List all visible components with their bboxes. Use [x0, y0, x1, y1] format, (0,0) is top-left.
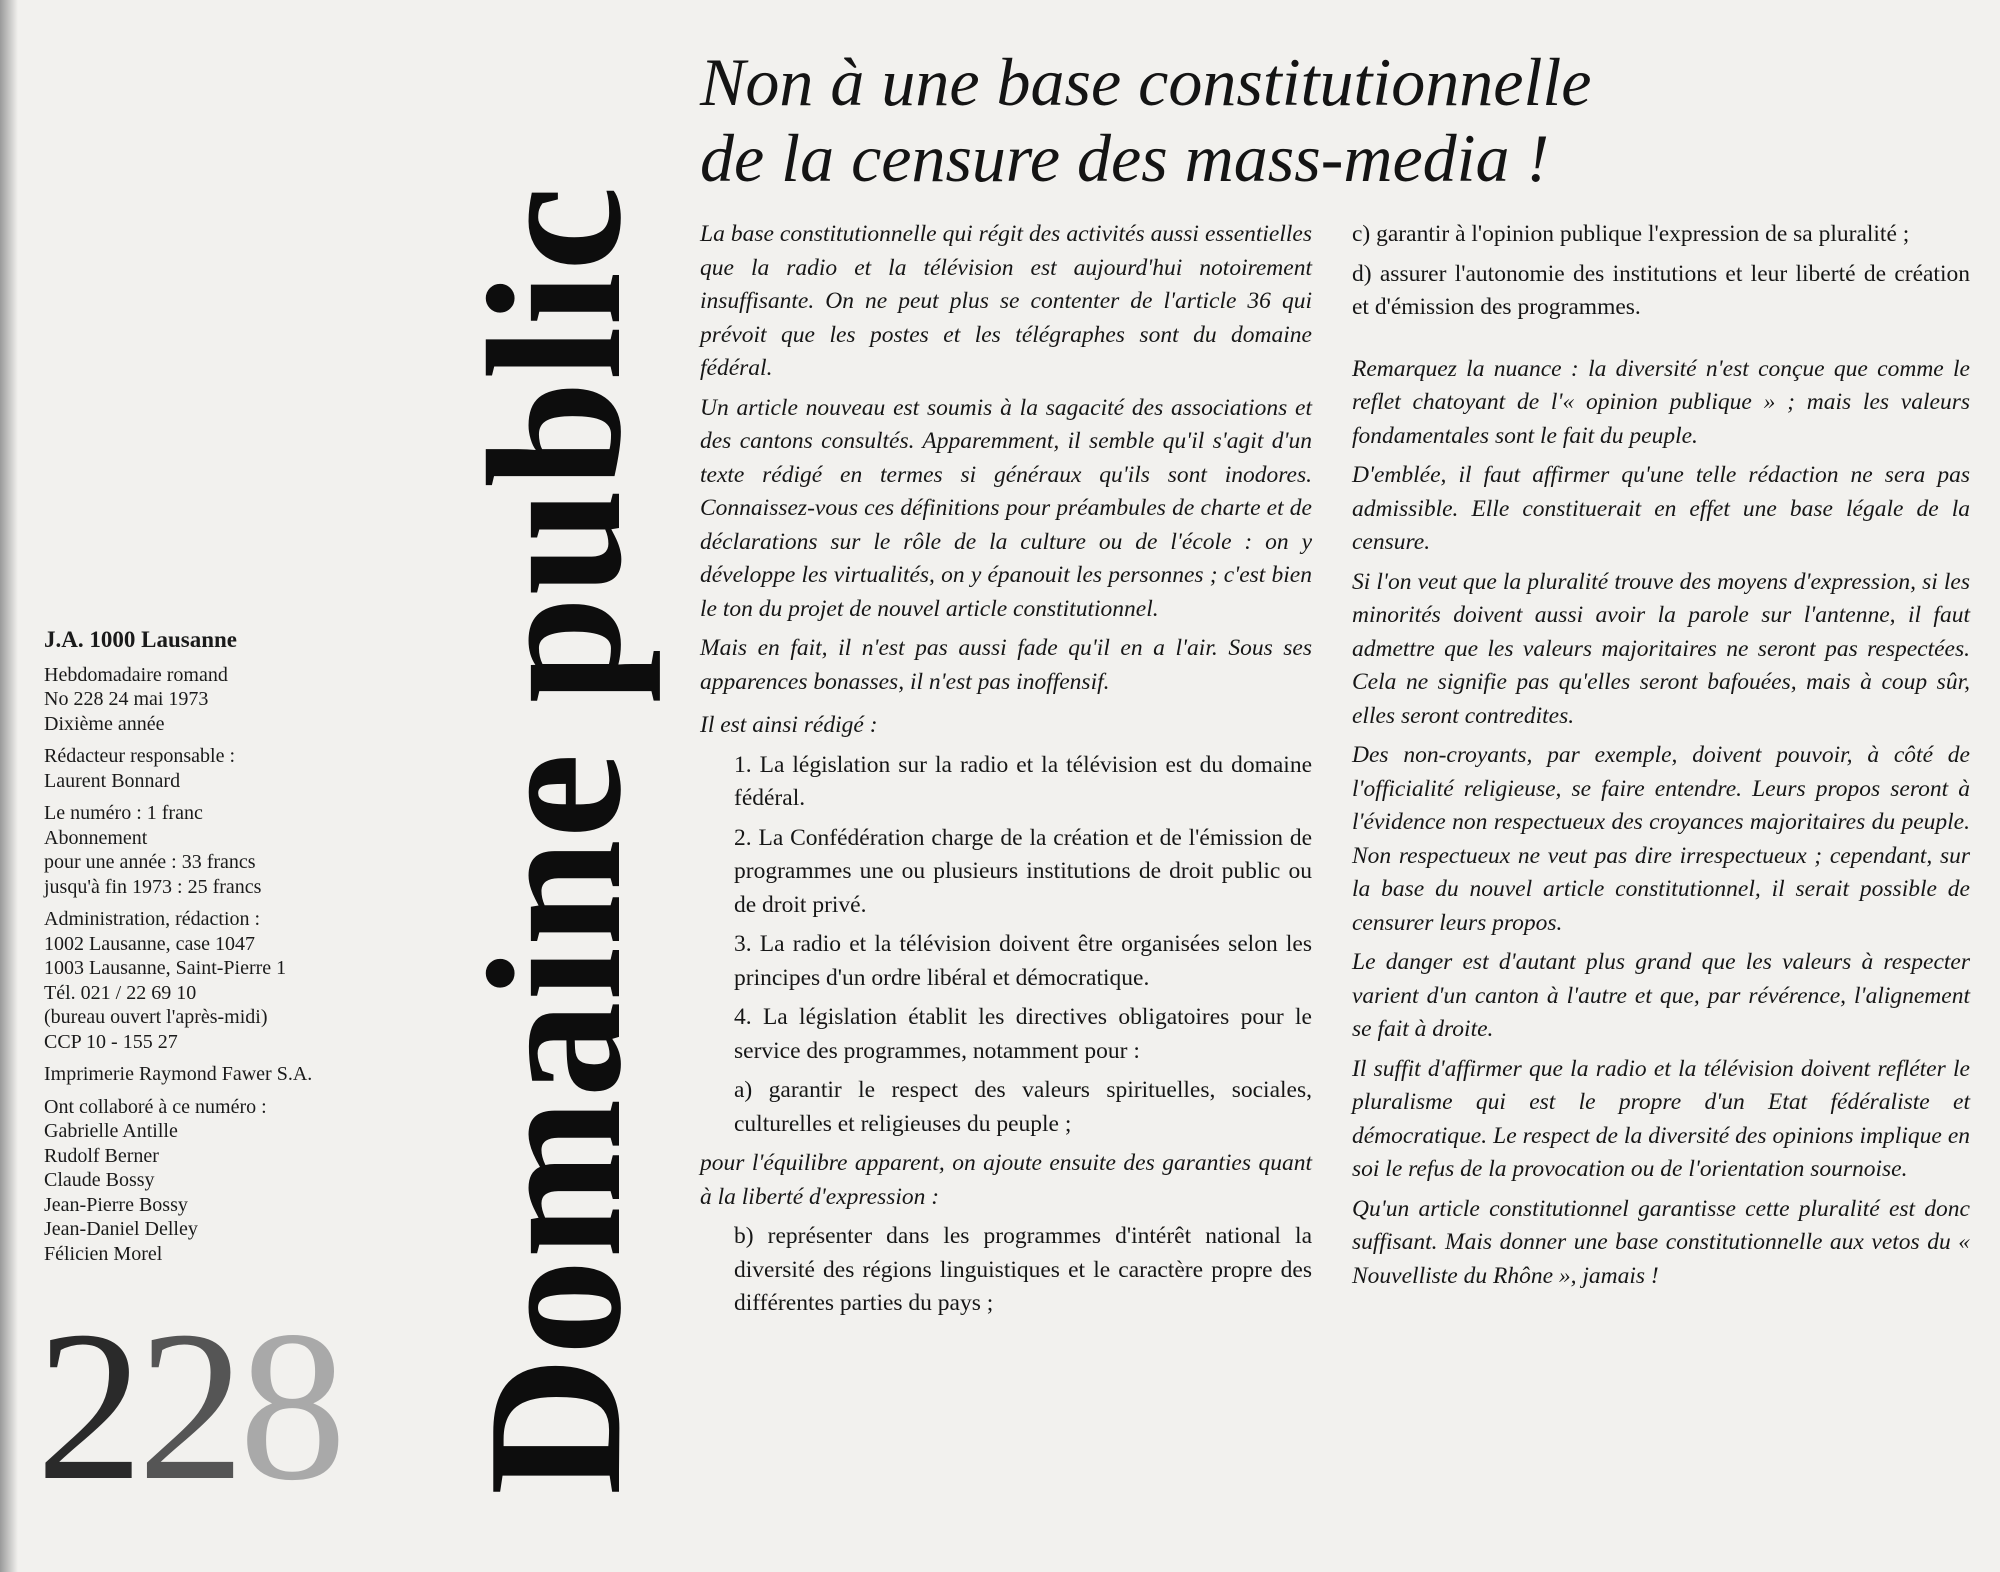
- masthead-line: 1002 Lausanne, case 1047: [44, 932, 256, 955]
- paragraph: D'emblée, il faut affirmer qu'une telle rédaction ne sera pas admissible. Elle constituerait en effet une base légale de la censure.: [1352, 462, 1970, 555]
- paragraph: b) représenter dans les programmes d'intérêt national la diversité des régions linguistiques et le caractère propre des différentes parties du pays ;: [734, 1223, 1312, 1316]
- masthead-line: Jean-Pierre Bossy: [44, 1193, 188, 1216]
- masthead-line: Laurent Bonnard: [44, 769, 181, 792]
- paragraph: Mais en fait, il n'est pas aussi fade qu'il en a l'air. Sous ses apparences bonasses, il n'est pas inoffensif.: [700, 635, 1312, 695]
- masthead-group: [44, 1095, 404, 1267]
- paragraph: 4. La législation établit les directives obligatoires pour le service des programmes, notamment pour :: [734, 1004, 1312, 1064]
- paragraph: 3. La radio et la télévision doivent être organisées selon les principes d'un ordre libéral et démocratique.: [734, 931, 1312, 991]
- scan-edge-shadow: [0, 0, 18, 1572]
- paragraph: 1. La législation sur la radio et la télévision est du domaine fédéral.: [734, 751, 1312, 811]
- masthead-line: Félicien Morel: [44, 1242, 163, 1265]
- masthead-line: pour une année : 33 francs: [44, 851, 256, 873]
- article-headline: [700, 44, 1920, 196]
- paragraph: Il suffit d'affirmer que la radio et la télévision doivent refléter le pluralisme qui est le propre d'un Etat fédéraliste et démocratique. Le respect de la diversité des opinions implique en soi le refus de la provocation ou de l'orientation sournoise.: [1352, 1055, 1970, 1182]
- masthead-line: Abonnement: [44, 826, 148, 849]
- masthead-line: 1003 Lausanne, Saint-Pierre 1: [44, 957, 287, 979]
- article-column-2: [1352, 218, 1970, 1299]
- paragraph: pour l'équilibre apparent, on ajoute ensuite des garanties quant à la liberté d'expression :: [700, 1150, 1312, 1210]
- issue-number: [36, 1286, 341, 1525]
- masthead-line: Administration, rédaction :: [44, 908, 261, 930]
- paragraph: c) garantir à l'opinion publique l'expression de sa pluralité ;: [1352, 221, 1910, 247]
- masthead-postal-head: J.A. 1000 Lausanne: [44, 627, 237, 652]
- masthead-group: [44, 801, 404, 899]
- issue-number-digit: 8: [239, 1286, 341, 1525]
- paragraph: Qu'un article constitutionnel garantisse cette pluralité est donc suffisant. Mais donner une base constitutionnelle aux vetos du « Nouvelliste du Rhône », jamais !: [1352, 1195, 1970, 1289]
- masthead-line: jusqu'à fin 1973 : 25 francs: [44, 875, 262, 898]
- masthead-line: Imprimerie Raymond Fawer S.A.: [44, 1063, 313, 1085]
- newspaper-title: Domaine public: [448, 184, 661, 1496]
- masthead-line: Dixième année: [44, 712, 165, 735]
- masthead-line: Tél. 021 / 22 69 10: [44, 981, 197, 1004]
- paragraph: Des non-croyants, par exemple, doivent pouvoir, à côté de l'officialité religieuse, se faire entendre. Leurs propos seront à l'évidence non respectueux des croyances majoritaires du peuple. Non respectueux ne veut pas dire irrespectueux ; cependant, sur la base du nouvel article constitutionnel, il serait possible de censurer leurs propos.: [1352, 742, 1970, 936]
- masthead-groups: [44, 663, 404, 1267]
- masthead-line: Le numéro : 1 franc: [44, 802, 203, 824]
- issue-number-digit: 2: [137, 1286, 239, 1525]
- masthead-line: Ont collaboré à ce numéro :: [44, 1095, 267, 1118]
- masthead-line: Claude Bossy: [44, 1169, 155, 1191]
- headline-line-2: de la censure des mass-media !: [700, 120, 1550, 196]
- masthead-line: Jean-Daniel Delley: [44, 1218, 198, 1240]
- masthead-group: [44, 907, 404, 1054]
- paragraph: Si l'on veut que la pluralité trouve des moyens d'expression, si les minorités doivent aussi avoir la parole sur l'antenne, il faut admettre que les valeurs majoritaires ne seront pas respectées. Cela ne signifie pas qu'elles seront bafouées, mais à coup sûr, elles seront contredites.: [1352, 568, 1970, 729]
- masthead-line: Gabrielle Antille: [44, 1120, 178, 1142]
- paragraph: La base constitutionnelle qui régit des activités aussi essentielles que la radio et la télévision est aujourd'hui notoirement insuffisante. On ne peut plus se contenter de l'article 36 qui prévoit que les postes et les télégraphes sont du domaine fédéral.: [700, 221, 1312, 381]
- paragraph: Il est ainsi rédigé :: [700, 712, 878, 738]
- masthead-info: [44, 628, 404, 1274]
- paragraph: Remarquez la nuance : la diversité n'est conçue que comme le reflet chatoyant de l'« opinion publique » ; mais les valeurs fondamentales sont le fait du peuple.: [1352, 355, 1970, 449]
- masthead-group: [44, 744, 404, 793]
- paragraph: d) assurer l'autonomie des institutions et leur liberté de création et d'émission des programmes.: [1352, 260, 1970, 320]
- masthead-line: Hebdomadaire romand: [44, 663, 228, 686]
- masthead-group: [44, 663, 404, 737]
- vertical-title-area: [448, 145, 661, 1535]
- article-column-1: [700, 218, 1312, 1327]
- masthead-line: Rédacteur responsable :: [44, 745, 236, 767]
- paragraph: 2. La Confédération charge de la création et de l'émission de programmes une ou plusieurs institutions de droit public ou de droit privé.: [734, 824, 1312, 918]
- masthead-line: (bureau ouvert l'après-midi): [44, 1006, 268, 1028]
- masthead-line: No 228 24 mai 1973: [44, 688, 209, 710]
- headline-line-1: Non à une base constitutionnelle: [700, 44, 1592, 120]
- paragraph: a) garantir le respect des valeurs spirituelles, sociales, culturelles et religieuses du peuple ;: [734, 1077, 1312, 1137]
- masthead-line: Rudolf Berner: [44, 1144, 159, 1167]
- masthead-group: [44, 1062, 404, 1087]
- masthead-line: CCP 10 - 155 27: [44, 1030, 178, 1053]
- paragraph: Un article nouveau est soumis à la sagacité des associations et des cantons consultés. Apparemment, il semble qu'il s'agit d'un texte rédigé en termes si généraux qu'ils sont inodores. Connaissez-vous ces définitions pour préambules de charte et de déclarations sur le rôle de la culture ou de l'école : on y développe les virtualités, on y épanouit les personnes ; c'est bien le ton du projet de nouvel article constitutionnel.: [700, 394, 1312, 622]
- issue-number-digit: 2: [36, 1286, 138, 1525]
- paragraph: Le danger est d'autant plus grand que les valeurs à respecter varient d'un canton à l'autre et que, par révérence, l'alignement se fait à droite.: [1352, 949, 1970, 1042]
